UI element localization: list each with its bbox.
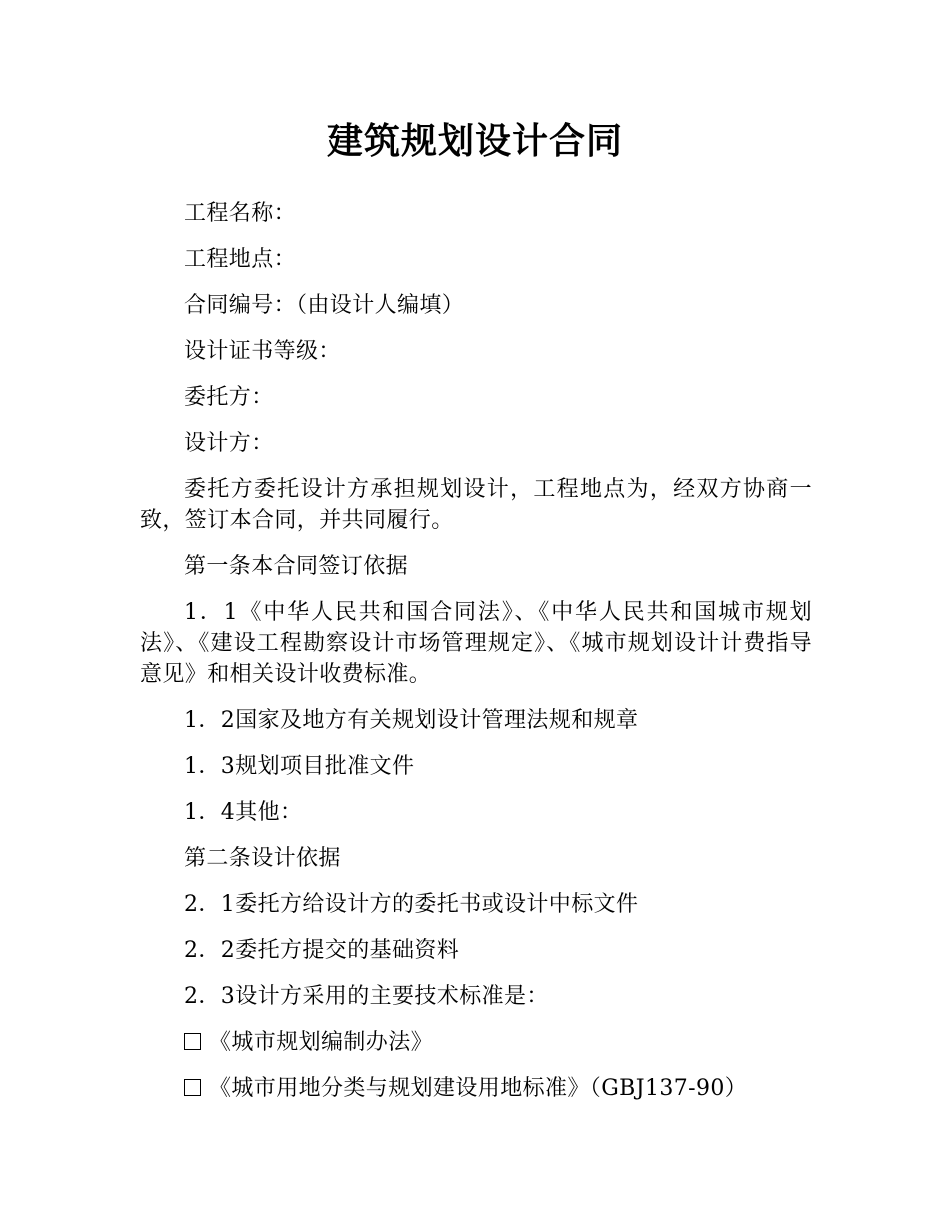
- field-project-name: 工程名称：: [184, 201, 297, 226]
- article2-item-2: 2．2委托方提交的基础资料: [184, 938, 460, 963]
- field-designer: 设计方：: [184, 431, 274, 456]
- checkbox-icon[interactable]: [184, 1033, 201, 1050]
- field-client: 委托方：: [184, 385, 274, 410]
- article1-item-2: 1．2国家及地方有关规划设计管理法规和规章: [184, 708, 639, 733]
- standard-item-1: [140, 1027, 812, 1058]
- standard-label-2: 《城市用地分类与规划建设用地标准》（GBJ137-90）: [209, 1076, 748, 1101]
- article1-item-4: 1．4其他：: [184, 800, 303, 825]
- intro-paragraph: 委托方委托设计方承担规划设计，工程地点为，经双方协商一致，签订本合同，并共同履行。: [140, 477, 812, 533]
- field-project-location: 工程地点：: [184, 247, 297, 272]
- article1-item-3: 1．3规划项目批准文件: [184, 754, 415, 779]
- field-certificate-grade: 设计证书等级：: [184, 339, 341, 364]
- checkbox-icon[interactable]: [184, 1079, 201, 1096]
- article2-heading: 第二条设计依据: [184, 846, 341, 871]
- document-body: [140, 198, 812, 1119]
- field-contract-number: 合同编号：（由设计人编填）: [184, 293, 465, 318]
- standard-item-2: [140, 1073, 812, 1104]
- document-title: 建筑规划设计合同: [326, 121, 623, 162]
- article2-item-1: 2．1委托方给设计方的委托书或设计中标文件: [184, 892, 639, 917]
- article2-item-3: 2．3设计方采用的主要技术标准是：: [184, 984, 549, 1009]
- article1-heading: 第一条本合同签订依据: [184, 554, 409, 579]
- standard-label-1: 《城市规划编制办法》: [209, 1030, 434, 1055]
- article1-item-1: 1．1《中华人民共和国合同法》、《中华人民共和国城市规划法》、《建设工程勘察设计市场管理规定》、《城市规划设计计费指导意见》和相关设计收费标准。: [140, 600, 812, 687]
